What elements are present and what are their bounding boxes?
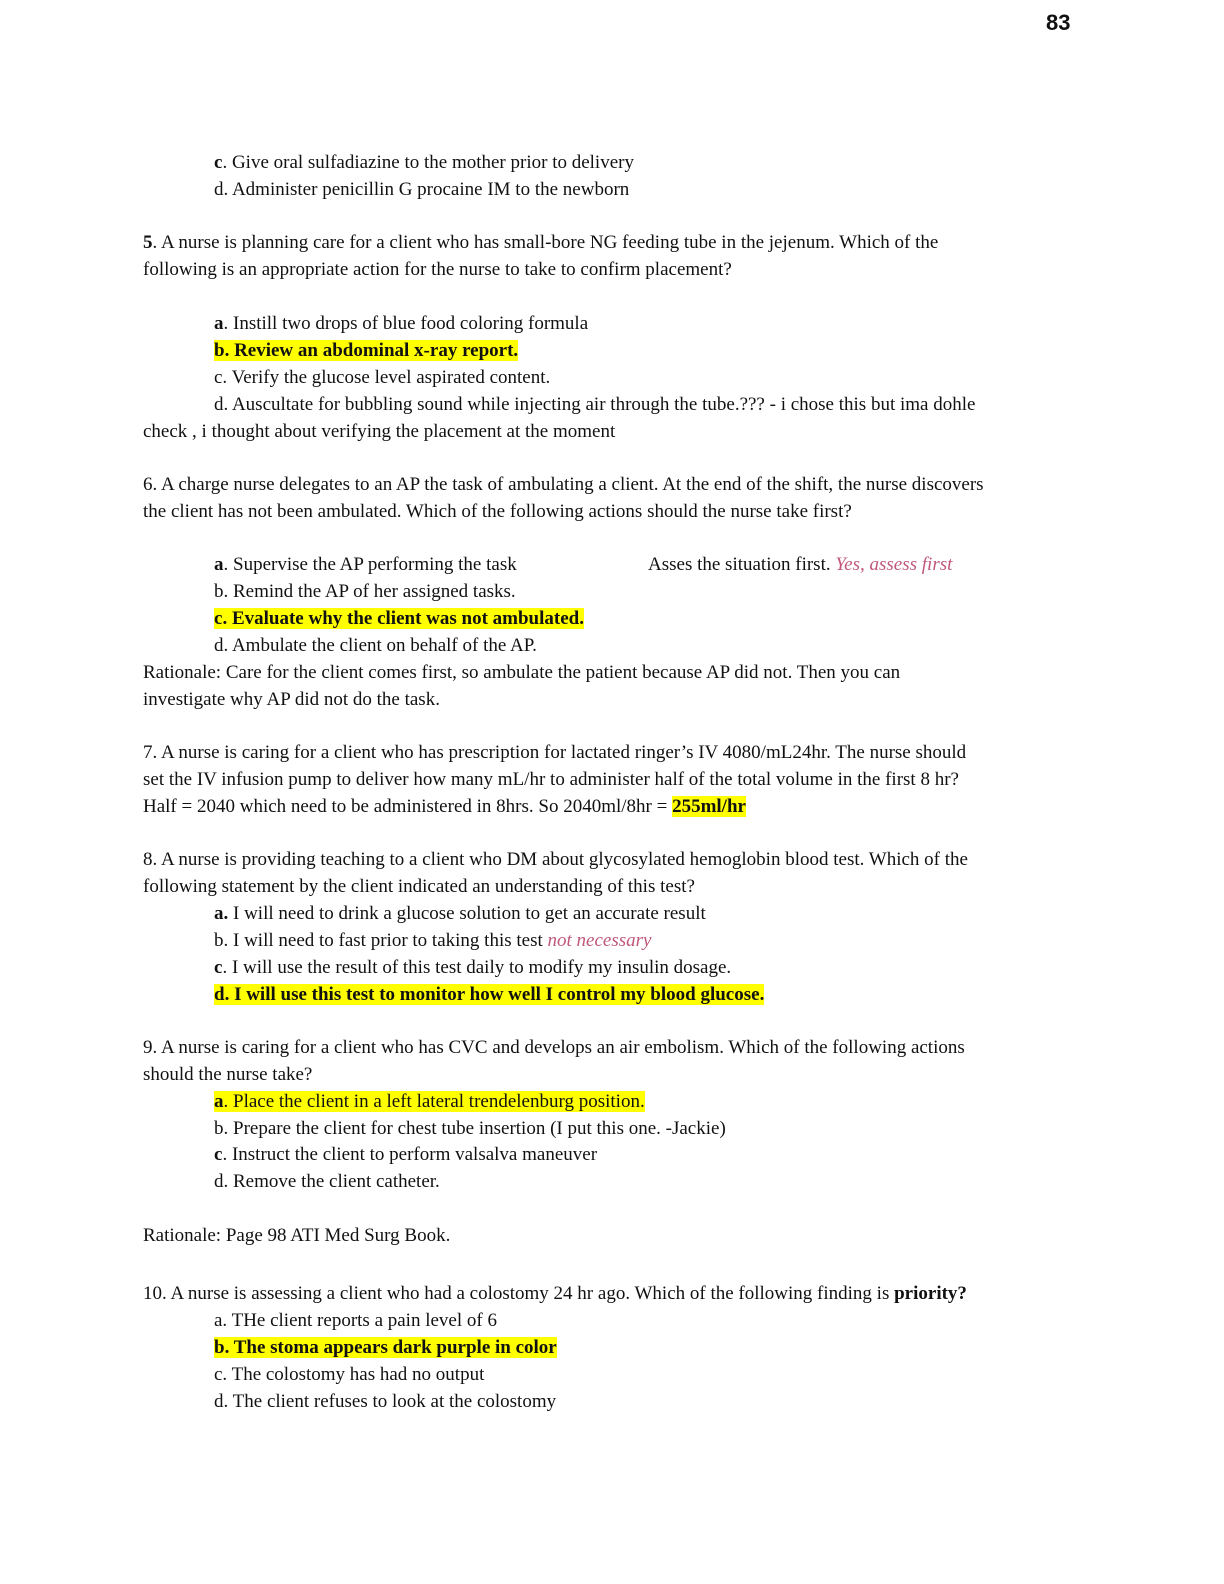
q4-option-c-text: . Give oral sulfadiazine to the mother prior to delivery	[222, 152, 634, 173]
q5-option-b-highlight: b. Review an abdominal x-ray report.	[214, 340, 519, 361]
q9-option-a-text: . Place the client in a left lateral trendelenburg position.	[223, 1091, 645, 1112]
q9-stem-line-1: 9. A nurse is caring for a client who has CVC and develops an air embolism. Which of the following actions	[143, 1037, 965, 1058]
q5-option-a-letter: a	[214, 313, 224, 334]
q9-option-a-letter: a	[214, 1091, 224, 1112]
q5-option-a-text: . Instill two drops of blue food coloring formula	[223, 313, 589, 334]
q8-option-c-letter: c	[214, 957, 223, 978]
q6-stem-line-1: 6. A charge nurse delegates to an AP the task of ambulating a client. At the end of the shift, the nurse discovers	[143, 474, 984, 495]
q8-option-d-correct	[214, 983, 764, 1007]
q6-rationale-line-2: investigate why AP did not do the task.	[143, 689, 440, 710]
q5-option-d-line-1: d. Auscultate for bubbling sound while injecting air through the tube.??? - i chose this but ima dohle	[214, 394, 976, 415]
q10-option-c: c. The colostomy has had no output	[214, 1364, 485, 1385]
q6-option-a	[214, 553, 517, 577]
q6-option-c-correct	[214, 607, 584, 631]
q6-option-a-letter: a	[214, 554, 224, 575]
q8-option-b-annotation: not necessary	[547, 930, 652, 951]
q8-option-a-letter: a.	[214, 903, 229, 924]
q8-option-a	[214, 902, 706, 926]
q5-number: 5	[143, 232, 153, 253]
q7-calculation-text: Half = 2040 which need to be administered in 8hrs. So 2040ml/8hr =	[143, 796, 673, 817]
q9-option-a-correct	[214, 1090, 645, 1114]
q8-option-a-text: I will need to drink a glucose solution to get an accurate result	[228, 903, 706, 924]
q9-stem-line-2: should the nurse take?	[143, 1064, 313, 1085]
q9-option-a-highlight	[214, 1091, 645, 1112]
q6-option-b: b. Remind the AP of her assigned tasks.	[214, 581, 516, 602]
q10-stem-priority: priority?	[894, 1283, 967, 1304]
q7-stem-line-2: set the IV infusion pump to deliver how many mL/hr to administer half of the total volume in the first 8 hr?	[143, 769, 959, 790]
q6-option-c-highlight	[214, 608, 584, 629]
q10-option-b-correct	[214, 1336, 557, 1360]
q5-stem-text: . A nurse is planning care for a client who has small-bore NG feeding tube in the jejenum. Which of the	[152, 232, 939, 253]
q9-option-b: b. Prepare the client for chest tube insertion (I put this one. -Jackie)	[214, 1118, 726, 1139]
q9-option-d: d. Remove the client catheter.	[214, 1171, 440, 1192]
q7-answer-highlight: 255ml/hr	[672, 796, 746, 817]
page-number: 83	[1046, 10, 1071, 35]
q6-rationale-line-1: Rationale: Care for the client comes first, so ambulate the patient because AP did not. Then you can	[143, 662, 901, 683]
q6-option-d: d. Ambulate the client on behalf of the AP.	[214, 635, 537, 656]
q8-option-b-text: b. I will need to fast prior to taking this test	[214, 930, 548, 951]
q6-option-c-letter: c	[214, 608, 223, 629]
q6-side-note-annotation: Yes, assess first	[835, 554, 953, 575]
q5-option-a	[214, 312, 588, 336]
q4-option-c	[214, 151, 634, 175]
q8-option-b	[214, 929, 651, 953]
q6-option-a-text: . Supervise the AP performing the task	[223, 554, 517, 575]
q10-option-b-highlight: b. The stoma appears dark purple in color	[214, 1337, 557, 1358]
q8-option-c-text: . I will use the result of this test daily to modify my insulin dosage.	[222, 957, 732, 978]
q6-side-note	[648, 553, 952, 577]
q7-calculation	[143, 795, 746, 819]
q8-option-c	[214, 956, 731, 980]
q5-option-b-correct	[214, 339, 518, 363]
q6-side-note-text: Asses the situation first.	[648, 554, 836, 575]
q4-option-c-letter: c	[214, 152, 223, 173]
q10-option-d: d. The client refuses to look at the colostomy	[214, 1391, 557, 1412]
q8-stem-line-2: following statement by the client indicated an understanding of this test?	[143, 876, 695, 897]
q10-option-a: a. THe client reports a pain level of 6	[214, 1310, 497, 1331]
q9-option-c-text: . Instruct the client to perform valsalva maneuver	[222, 1144, 598, 1165]
q5-option-d-line-2: check , i thought about verifying the placement at the moment	[143, 421, 616, 442]
q8-option-d-highlight: d. I will use this test to monitor how well I control my blood glucose.	[214, 984, 765, 1005]
q10-stem-text: 10. A nurse is assessing a client who had a colostomy 24 hr ago. Which of the following finding is	[143, 1283, 895, 1304]
q9-option-c	[214, 1143, 597, 1167]
q6-stem-line-2: the client has not been ambulated. Which of the following actions should the nurse take first?	[143, 501, 852, 522]
q9-rationale: Rationale: Page 98 ATI Med Surg Book.	[143, 1225, 451, 1246]
q5-option-c: c. Verify the glucose level aspirated content.	[214, 367, 551, 388]
q4-option-d: d. Administer penicillin G procaine IM to the newborn	[214, 179, 630, 200]
q9-option-c-letter: c	[214, 1144, 223, 1165]
q6-option-c-text: . Evaluate why the client was not ambulated.	[222, 608, 584, 629]
q10-stem	[143, 1282, 967, 1306]
q8-stem-line-1: 8. A nurse is providing teaching to a client who DM about glycosylated hemoglobin blood test. Which of the	[143, 849, 968, 870]
q5-stem-line-2: following is an appropriate action for the nurse to take to confirm placement?	[143, 259, 732, 280]
q5-stem-line-1	[143, 231, 938, 255]
q7-stem-line-1: 7. A nurse is caring for a client who has prescription for lactated ringer’s IV 4080/mL24hr. The nurse should	[143, 742, 967, 763]
